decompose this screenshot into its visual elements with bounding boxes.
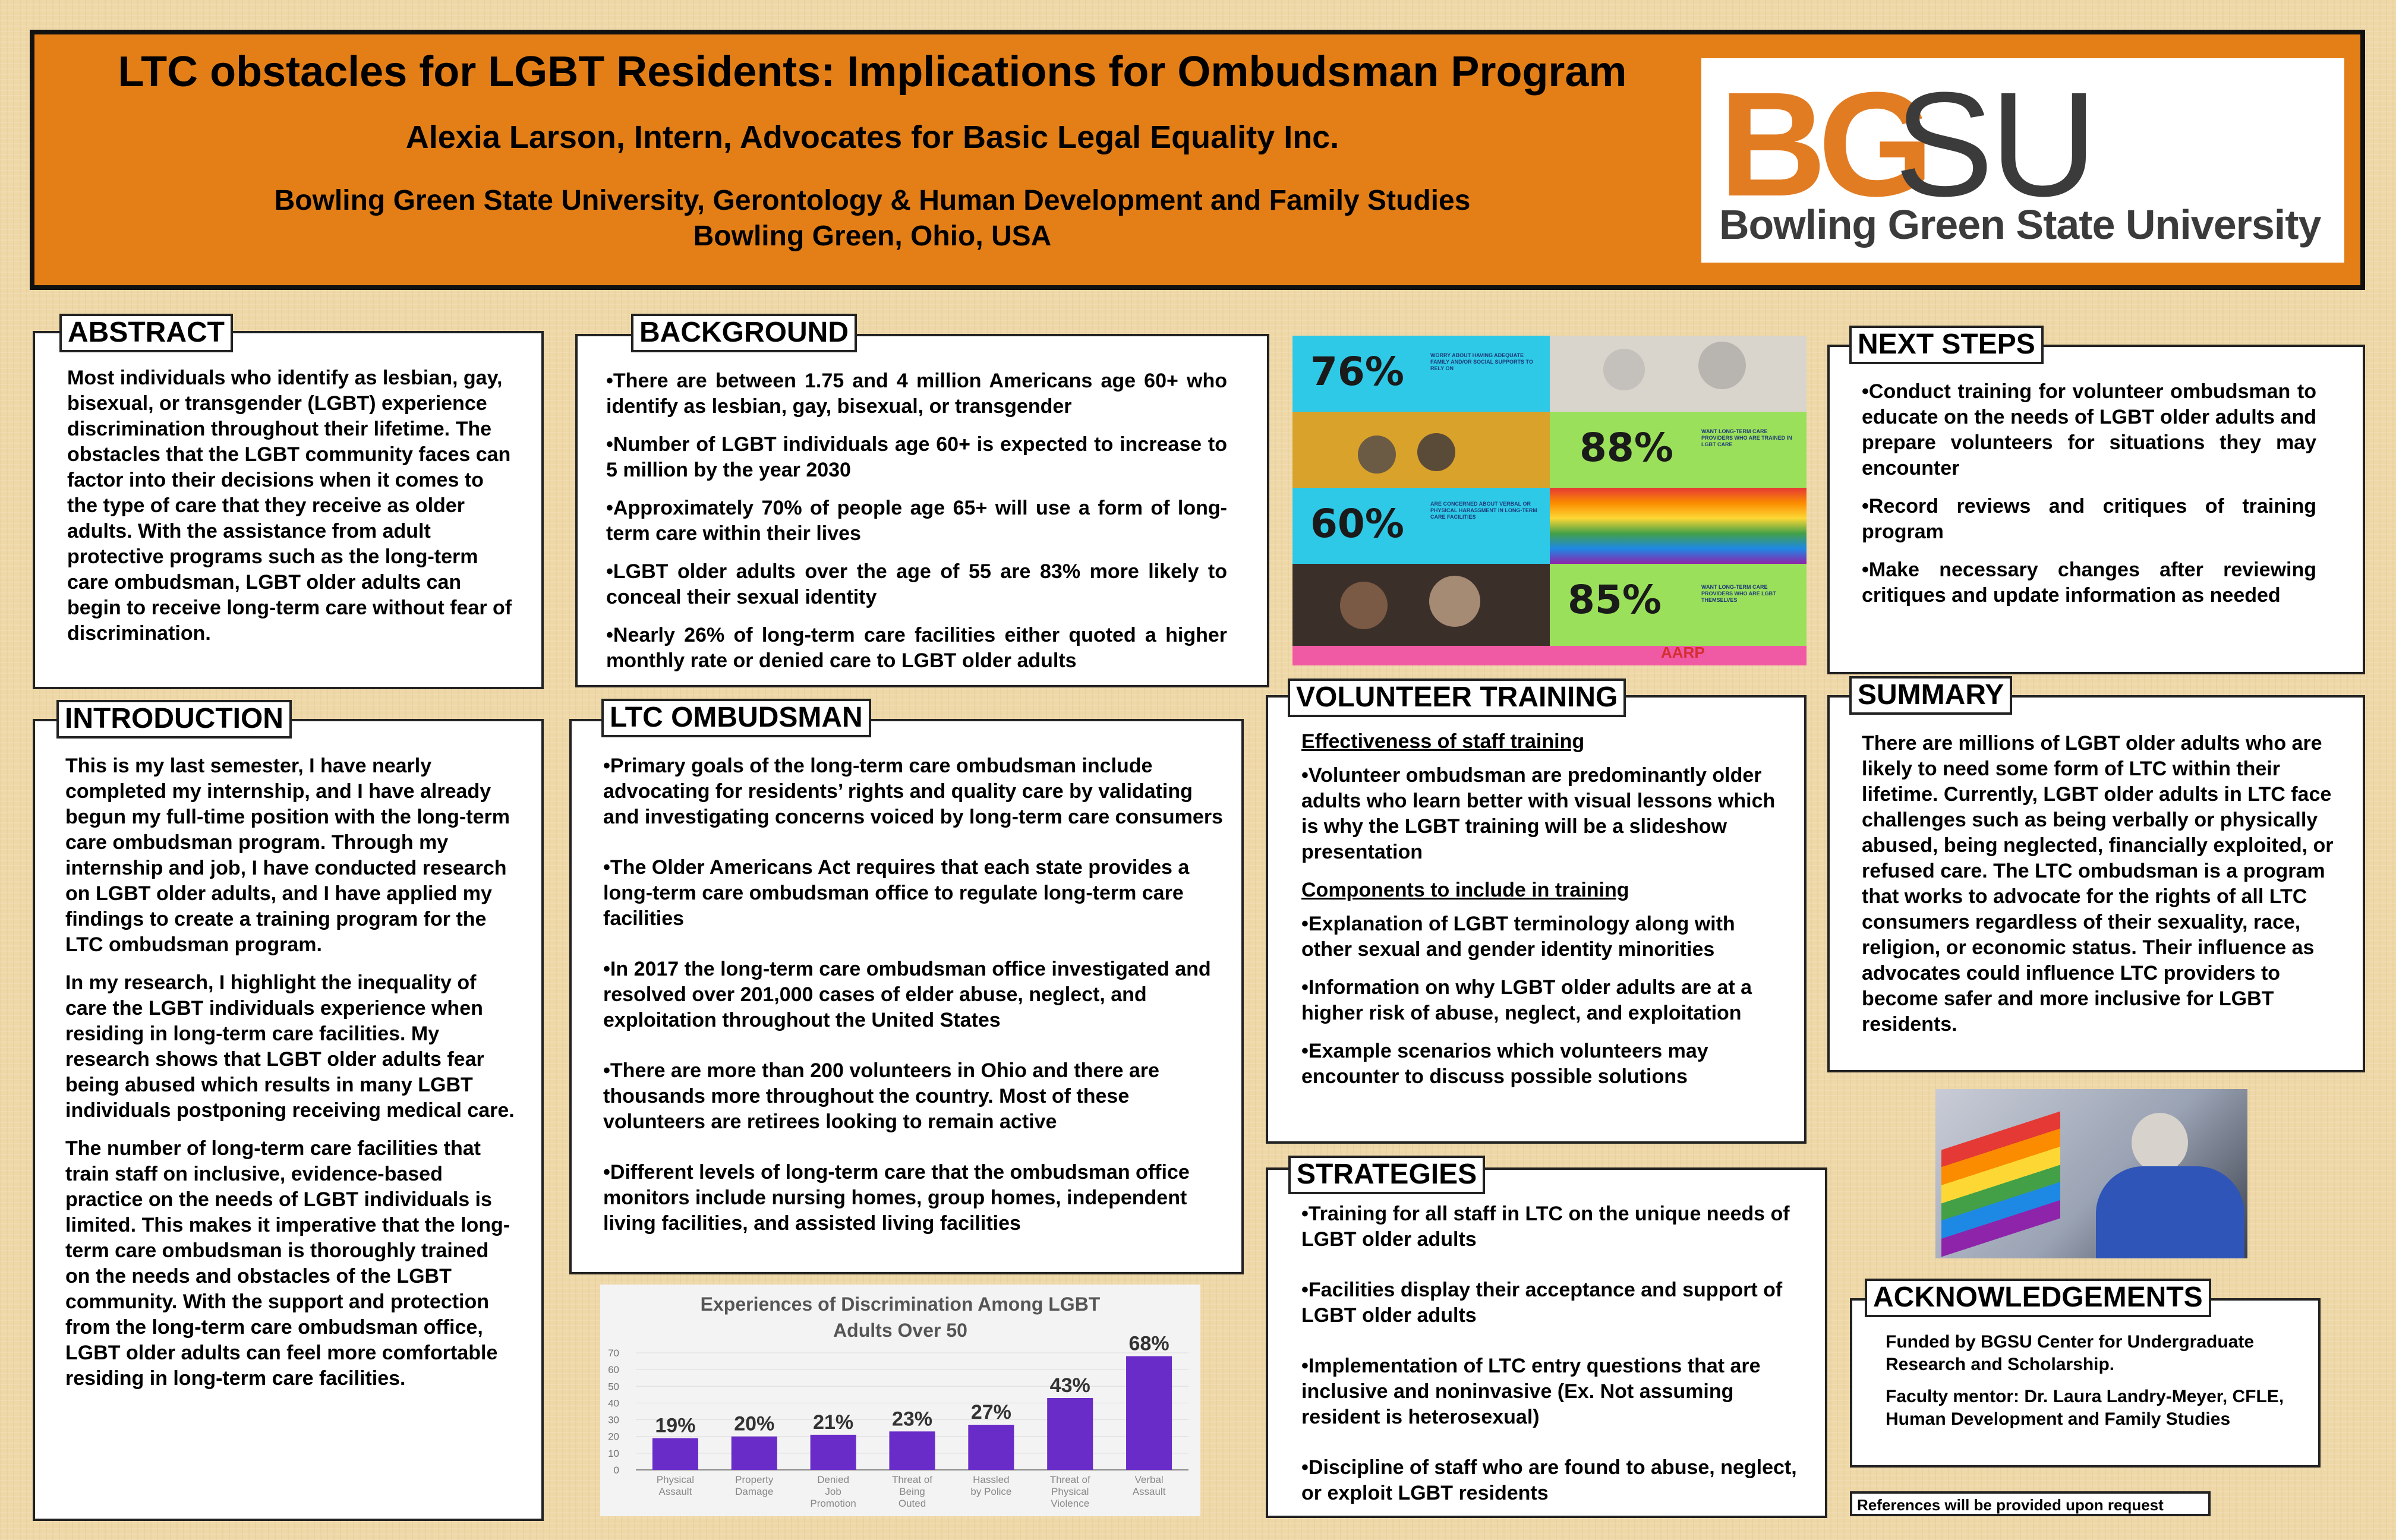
chart-title-line: Experiences of Discrimination Among LGBT bbox=[700, 1293, 1101, 1315]
bgsu-logo bbox=[1701, 58, 2344, 263]
training-item: •Volunteer ombudsman are predominantly older adults who learn better with visual lessons which is why the LGBT training will be a slideshow presentation bbox=[1301, 764, 1776, 863]
poster-location: Bowling Green, Ohio, USA bbox=[693, 220, 1052, 252]
chart-bar bbox=[1126, 1356, 1172, 1470]
chart-bar bbox=[652, 1438, 698, 1470]
y-tick-label: 70 bbox=[608, 1348, 619, 1359]
x-tick-label: Denied bbox=[817, 1474, 850, 1485]
strategy-item: •Facilities display their acceptance and support of LGBT older adults bbox=[1301, 1279, 1783, 1327]
strategy-item: •Training for all staff in LTC on the unique needs of LGBT older adults bbox=[1301, 1203, 1790, 1251]
x-tick-label: by Police bbox=[970, 1486, 1012, 1497]
x-tick-label: Threat of bbox=[891, 1474, 933, 1485]
chart-bar bbox=[968, 1425, 1014, 1470]
strategy-item: •Implementation of LTC entry questions that are inclusive and noninvasive (Ex. Not assuming resident is heterosexual) bbox=[1301, 1355, 1761, 1428]
chart-bar bbox=[811, 1435, 856, 1470]
stat-tile bbox=[1550, 564, 1807, 646]
training-heading: Components to include in training bbox=[1301, 879, 1629, 901]
chart-bar bbox=[1047, 1398, 1093, 1470]
summary-title: SUMMARY bbox=[1849, 676, 2012, 715]
bar-value-label: 68% bbox=[1128, 1332, 1169, 1355]
y-tick-label: 20 bbox=[608, 1431, 619, 1443]
chart-svg bbox=[600, 1285, 1200, 1516]
introduction-title: INTRODUCTION bbox=[56, 700, 292, 739]
poster-author: Alexia Larson, Intern, Advocates for Basic Legal Equality Inc. bbox=[405, 119, 1339, 155]
next-step-item: •Make necessary changes after reviewing critiques and update information as needed bbox=[1862, 558, 2316, 607]
x-tick-label: Physical bbox=[656, 1474, 695, 1485]
acknowledgement-item: Faculty mentor: Dr. Laura Landry-Meyer, CFLE, Human Development and Family Studies bbox=[1886, 1387, 2284, 1429]
background-list bbox=[606, 368, 1227, 686]
stat-percent: 85% bbox=[1568, 577, 1662, 623]
person-icon bbox=[1417, 433, 1455, 471]
strategies-list bbox=[1301, 1201, 1807, 1519]
y-tick-label: 50 bbox=[608, 1381, 619, 1393]
photo-tile bbox=[1550, 336, 1807, 412]
y-tick-label: 30 bbox=[608, 1414, 619, 1426]
ltc-ombudsman-title: LTC OMBUDSMAN bbox=[601, 699, 871, 737]
stat-percent: 76% bbox=[1310, 349, 1404, 395]
volunteer-training-content bbox=[1301, 729, 1783, 1102]
chart-bar bbox=[732, 1437, 777, 1470]
stat-caption: ARE CONCERNED ABOUT VERBAL OR PHYSICAL HARASSMENT IN LONG-TERM CARE FACILITIES bbox=[1430, 501, 1537, 520]
photo-tile bbox=[1292, 564, 1550, 646]
poster-header bbox=[30, 30, 2365, 290]
strategies-title: STRATEGIES bbox=[1288, 1156, 1485, 1194]
aarp-infographic bbox=[1292, 336, 1807, 665]
acknowledgements-title: ACKNOWLEDGEMENTS bbox=[1865, 1279, 2211, 1317]
ltc-ombudsman-item: •Different levels of long-term care that the ombudsman office monitors include nursing homes, group homes, independent living facilities, and assisted living facilities bbox=[603, 1161, 1190, 1235]
background-item: •Number of LGBT individuals age 60+ is expected to increase to 5 million by the year 2030 bbox=[606, 433, 1227, 481]
introduction-paragraph: This is my last semester, I have nearly completed my internship, and I have already begun my full-time position with the long-term care ombudsman program. Through my internship and job, I have conducted research on LGBT older adults, and I have applied my findings to create a training program for the LTC ombudsman program. bbox=[65, 755, 510, 956]
person-icon bbox=[2132, 1113, 2188, 1172]
y-tick-label: 0 bbox=[613, 1465, 619, 1476]
stat-tile bbox=[1550, 412, 1807, 488]
ltc-ombudsman-item: •There are more than 200 volunteers in Ohio and there are thousands more throughout the country. Most of these volunteers are retirees looking to remain active bbox=[603, 1059, 1159, 1133]
chart-title-line: Adults Over 50 bbox=[833, 1320, 967, 1341]
next-steps-list bbox=[1862, 379, 2316, 621]
stat-percent: 60% bbox=[1310, 501, 1404, 547]
introduction-text bbox=[65, 753, 517, 1404]
stat-tile bbox=[1292, 336, 1550, 412]
next-step-item: •Conduct training for volunteer ombudsman to educate on the needs of LGBT older adults and prepare volunteers for situations they may encounter bbox=[1862, 380, 2316, 479]
x-tick-label: Promotion bbox=[810, 1498, 856, 1509]
background-item: •Approximately 70% of people age 65+ will use a form of long-term care within their lives bbox=[606, 497, 1227, 545]
x-tick-label: Assault bbox=[658, 1486, 692, 1497]
ltc-ombudsman-item: •In 2017 the long-term care ombudsman office investigated and resolved over 201,000 cases of elder abuse, neglect, and exploitation throughout the United States bbox=[603, 958, 1211, 1031]
stat-caption: WANT LONG-TERM CARE PROVIDERS WHO ARE LGBT THEMSELVES bbox=[1701, 584, 1776, 603]
x-tick-label: Violence bbox=[1051, 1498, 1090, 1509]
photo-tile bbox=[1292, 412, 1550, 488]
y-tick-label: 60 bbox=[608, 1364, 619, 1376]
bar-value-label: 19% bbox=[655, 1414, 696, 1437]
x-tick-label: Being bbox=[899, 1486, 925, 1497]
pride-photo bbox=[1935, 1089, 2247, 1258]
stat-caption: WANT LONG-TERM CARE PROVIDERS WHO ARE TRAINED IN LGBT CARE bbox=[1701, 428, 1792, 447]
person-icon bbox=[1358, 436, 1396, 474]
rainbow-flag-tile bbox=[1550, 488, 1807, 564]
stat-caption: WORRY ABOUT HAVING ADEQUATE FAMILY AND/OR SOCIAL SUPPORTS TO RELY ON bbox=[1430, 352, 1533, 371]
ltc-ombudsman-list bbox=[603, 753, 1227, 1249]
person-icon bbox=[1603, 349, 1645, 390]
bar-value-label: 21% bbox=[813, 1410, 854, 1434]
x-tick-label: Verbal bbox=[1134, 1474, 1164, 1485]
background-item: •LGBT older adults over the age of 55 are 83% more likely to conceal their sexual identity bbox=[606, 560, 1227, 608]
person-icon bbox=[1429, 576, 1480, 627]
x-tick-label: Property bbox=[735, 1474, 774, 1485]
chart-title bbox=[701, 1293, 1101, 1341]
acknowledgements-list bbox=[1886, 1331, 2302, 1443]
y-tick-label: 40 bbox=[608, 1397, 619, 1409]
poster-title: LTC obstacles for LGBT Residents: Implications for Ombudsman Program bbox=[118, 48, 1627, 96]
acknowledgement-item: Funded by BGSU Center for Undergraduate Research and Scholarship. bbox=[1886, 1332, 2255, 1374]
summary-text: There are millions of LGBT older adults who are likely to need some form of LTC within their lifetime. Currently, LGBT older adults in LTC face challenges such as being verbally or physically abused, being neglected, financially exploited, or refused care. The LTC ombudsman is a program that works to advocate for the rights of all LTC consumers regardless of their sexuality, race, religion, or economic status. Their influence as advocates could influence LTC providers to become safer and more inclusive for LGBT residents. bbox=[1862, 732, 2334, 1036]
training-item: •Explanation of LGBT terminology along with other sexual and gender identity minorities bbox=[1301, 913, 1735, 961]
x-tick-label: Damage bbox=[735, 1486, 774, 1497]
x-tick-label: Assault bbox=[1132, 1486, 1166, 1497]
background-item: •Nearly 26% of long-term care facilities either quoted a higher monthly rate or denied care to LGBT older adults bbox=[606, 624, 1227, 672]
x-tick-label: Hassled bbox=[973, 1474, 1010, 1485]
person-icon bbox=[1698, 342, 1746, 389]
aarp-logo: AARP bbox=[1661, 643, 1705, 661]
training-heading: Effectiveness of staff training bbox=[1301, 730, 1585, 753]
person-body bbox=[2096, 1166, 2244, 1258]
logo-mark-bg: BG bbox=[1719, 61, 1925, 227]
x-tick-label: Job bbox=[825, 1486, 841, 1497]
background-item: •There are between 1.75 and 4 million Americans age 60+ who identify as lesbian, gay, bisexual, or transgender bbox=[606, 370, 1227, 418]
ltc-ombudsman-item: •The Older Americans Act requires that each state provides a long-term care ombudsman office to regulate long-term care facilities bbox=[603, 856, 1190, 930]
training-item: •Information on why LGBT older adults are at a higher risk of abuse, neglect, and exploitation bbox=[1301, 976, 1752, 1024]
x-tick-label: Outed bbox=[898, 1498, 926, 1509]
abstract-title: ABSTRACT bbox=[59, 314, 233, 352]
next-step-item: •Record reviews and critiques of training program bbox=[1862, 495, 2316, 543]
volunteer-training-title: VOLUNTEER TRAINING bbox=[1288, 679, 1626, 717]
logo-mark-su: SU bbox=[1894, 61, 2094, 227]
ltc-ombudsman-item: •Primary goals of the long-term care ombudsman include advocating for residents’ rights and quality care by validating and investigating concerns voiced by long-term care consumers bbox=[603, 755, 1223, 828]
next-steps-title: NEXT STEPS bbox=[1849, 326, 2044, 364]
bar-value-label: 27% bbox=[970, 1401, 1011, 1424]
logo-university-name: Bowling Green State University bbox=[1719, 201, 2321, 248]
introduction-paragraph: In my research, I highlight the inequality of care the LGBT individuals experience when residing in long-term care facilities. My research shows that LGBT older adults fear being abused which results in many LGBT individuals postponing receiving medical care. bbox=[65, 971, 515, 1122]
bar-value-label: 43% bbox=[1049, 1374, 1090, 1397]
introduction-paragraph: The number of long-term care facilities that train staff on inclusive, evidence-based practice on the needs of LGBT individuals is limited. This makes it imperative that the long-term care ombudsman is thoroughly trained on the needs and obstacles of the LGBT community. With the support and protection from the long-term care ombudsman office, LGBT older adults can feel more comfortable residing in long-term care facilities. bbox=[65, 1137, 510, 1390]
background-title: BACKGROUND bbox=[631, 314, 857, 352]
bar-value-label: 23% bbox=[891, 1408, 933, 1431]
discrimination-chart bbox=[600, 1285, 1200, 1516]
poster-affiliation: Bowling Green State University, Gerontology & Human Development and Family Studies bbox=[274, 185, 1471, 216]
references-note: References will be provided upon request bbox=[1850, 1491, 2211, 1516]
bar-value-label: 20% bbox=[734, 1412, 775, 1435]
x-tick-label: Threat of bbox=[1049, 1474, 1090, 1485]
stat-percent: 88% bbox=[1580, 425, 1673, 471]
chart-bar bbox=[889, 1431, 935, 1470]
training-item: •Example scenarios which volunteers may encounter to discuss possible solutions bbox=[1301, 1040, 1708, 1088]
person-icon bbox=[1340, 582, 1388, 629]
x-tick-label: Physical bbox=[1051, 1486, 1089, 1497]
stat-tile bbox=[1292, 488, 1550, 564]
strategy-item: •Discipline of staff who are found to abuse, neglect, or exploit LGBT residents bbox=[1301, 1456, 1797, 1504]
y-tick-label: 10 bbox=[608, 1447, 619, 1459]
abstract-text: Most individuals who identify as lesbian, gay, bisexual, or transgender (LGBT) experience discrimination throughout their lifetime. The obstacles that the LGBT community faces can factor into their decisions when it comes to the type of care that they receive as older adults. With the assistance from adult protective programs such as the long-term care ombudsman, LGBT older adults can begin to receive long-term care without fear of discrimination. bbox=[67, 367, 512, 645]
